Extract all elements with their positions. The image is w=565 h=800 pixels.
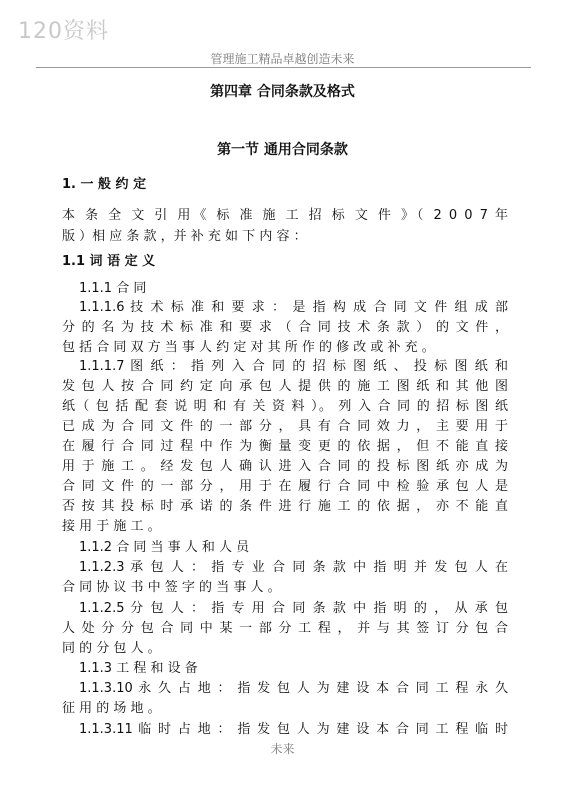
paragraph-line: 1.1.1.6 技 术 标 准 和 要 求 ： 是 指 构 成 合 同 文 件 组 成 部	[79, 300, 508, 315]
paragraph-line: 发 包 人 按 合 同 约 定 向 承 包 人 提 供 的 施 工 图 纸 和 其 他 图	[62, 379, 508, 394]
paragraph-line: 在 履 行 合 同 过 程 中 作 为 衡 量 变 更 的 依 据 ， 但 不 能 直 接	[62, 439, 508, 454]
subheading-parties: 1.1.2 合 同 当 事 人 和 人 员	[79, 540, 250, 555]
paragraph-line: 合 同 协 议 书 中 签 字 的 当 事 人 。	[62, 580, 281, 595]
paragraph-line: 纸（ 包 括 配 套 说 明 和 有 关 资 料 ）。 列 入 合 同 的 招 标 图 纸	[62, 399, 508, 414]
heading-general: 1. 一 般 约 定	[62, 177, 147, 192]
paragraph-line: 人 处 分 分 包 合 同 中 某 一 部 分 工 程 ， 并 与 其 签 订 分 包 合	[62, 621, 508, 636]
paragraph-line: 本 条 全 文 引 用《 标 准 施 工 招 标 文 件 》（ 2 0 0 7 年	[62, 208, 508, 223]
header-divider	[36, 67, 531, 68]
paragraph-line: 1.1.1.7 图 纸 ： 指 列 入 合 同 的 招 标 图 纸 、 投 标 图 纸 和	[79, 359, 508, 374]
watermark-text: 120资料	[18, 19, 109, 44]
paragraph-line: 1.1.3.11 临 时 占 地 ： 指 发 包 人 为 建 设 本 合 同 工 程 临 时	[79, 722, 508, 737]
paragraph-line: 已 成 为 合 同 文 件 的 一 部 分 ， 具 有 合 同 效 力 ， 主 要 用 于	[62, 419, 508, 434]
section-title: 第一节 通用合同条款	[217, 142, 348, 158]
paragraph-line: 包 括 合 同 双 方 当 事 人 约 定 对 其 所 作 的 修 改 或 补 充 。	[62, 340, 435, 355]
paragraph-line: 1.1.3.10 永 久 占 地 ： 指 发 包 人 为 建 设 本 合 同 工 程 永 久	[79, 681, 508, 696]
paragraph-line: 征 用 的 场 地 。	[62, 701, 161, 716]
paragraph-line: 分 的 名 为 技 术 标 准 和 要 求 （ 合 同 技 术 条 款 ） 的 文 件 ，	[62, 320, 508, 335]
paragraph-line: 1.1.2.3 承 包 人 ： 指 专 业 合 同 条 款 中 指 明 并 发 包 人 在	[79, 560, 508, 575]
page-footer: 未来	[270, 742, 295, 756]
page-header: 管理施工精品卓越创造未来	[210, 52, 355, 66]
paragraph-line: 用 于 施 工 。 经 发 包 人 确 认 进 入 合 同 的 投 标 图 纸 亦 成 为	[62, 459, 508, 474]
chapter-title: 第四章 合同条款及格式	[210, 84, 355, 100]
paragraph-line: 合 同 文 件 的 一 部 分 ， 用 于 在 履 行 合 同 中 检 验 承 包 人 是	[62, 479, 508, 494]
subheading-works: 1.1.3 工 程 和 设 备	[79, 661, 198, 676]
paragraph-line: 版 ）相 应 条 款 ，并 补 充 如 下 内 容 ：	[62, 229, 307, 244]
paragraph-line: 同 的 分 包 人 。	[62, 641, 161, 656]
subheading-contract: 1.1.1 合 同	[79, 281, 147, 296]
paragraph-line: 接 用 于 施 工 。	[62, 519, 161, 534]
paragraph-line: 1.1.2.5 分 包 人 ： 指 专 用 合 同 条 款 中 指 明 的 ， 从 承 包	[79, 601, 508, 616]
paragraph-line: 否 按 其 投 标 时 承 诺 的 条 件 进 行 施 工 的 依 据 ， 亦 不 能 直	[62, 499, 508, 514]
heading-definitions: 1.1 词 语 定 义	[62, 254, 156, 269]
